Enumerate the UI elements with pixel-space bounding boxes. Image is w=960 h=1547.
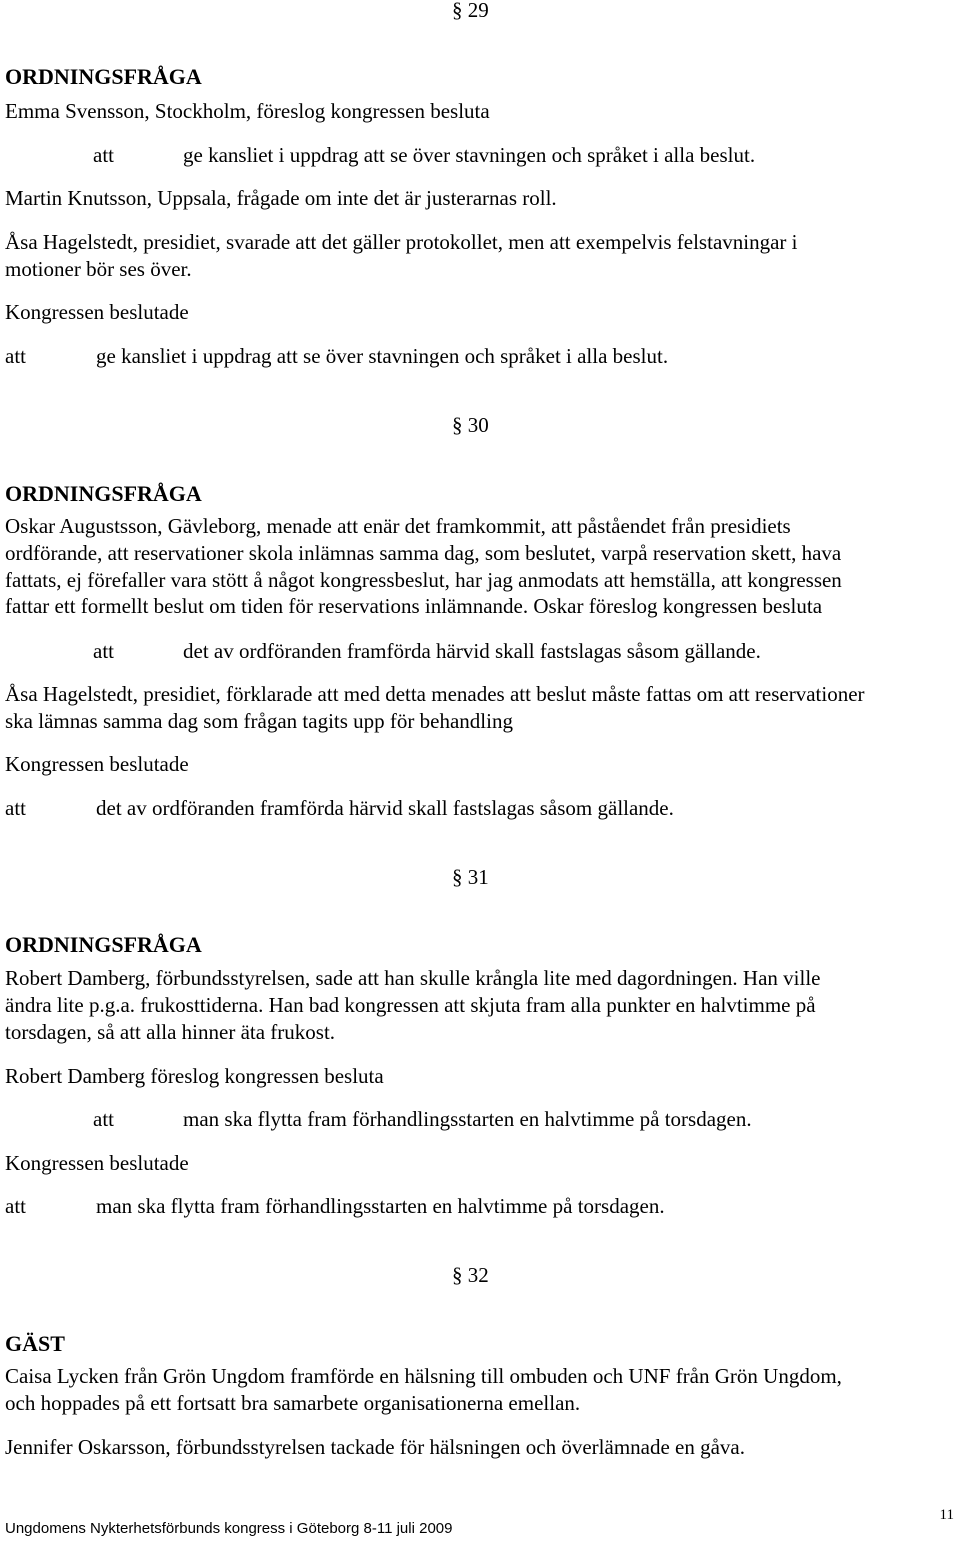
paragraph: och hoppades på ett fortsatt bra samarbete organisationerna emellan.	[5, 1391, 581, 1415]
paragraph: Oskar Augustsson, Gävleborg, menade att enär det framkommit, att påståendet från presidiets	[5, 514, 791, 538]
paragraph: fattats, ej förefaller vara stött å något kongressbeslut, har jag anmodats att hemställa, att kongressen	[5, 568, 842, 592]
decision-text: ge kansliet i uppdrag att se över stavningen och språket i alla beslut.	[96, 344, 669, 368]
paragraph: ska lämnas samma dag som frågan tagits upp för behandling	[5, 709, 513, 733]
decision-label: Kongressen beslutade	[5, 300, 189, 324]
decision-text: man ska flytta fram förhandlingsstarten en halvtimme på torsdagen.	[96, 1194, 665, 1218]
section-number: § 32	[452, 1263, 489, 1287]
page-number: 11	[939, 1507, 954, 1523]
att-label: att	[93, 639, 114, 663]
section-heading: GÄST	[5, 1331, 65, 1356]
paragraph: ordförande, att reservationer skola inlämnas samma dag, som beslutet, varpå reservation skett, hava	[5, 541, 842, 565]
att-label: att	[5, 1194, 26, 1218]
page-footer: Ungdomens Nykterhetsförbunds kongress i Göteborg 8-11 juli 2009	[5, 1520, 453, 1537]
paragraph: Jennifer Oskarsson, förbundsstyrelsen tackade för hälsningen och överlämnade en gåva.	[5, 1435, 746, 1459]
paragraph: Robert Damberg, förbundsstyrelsen, sade att han skulle krångla lite med dagordningen. Han ville	[5, 966, 821, 990]
paragraph: Åsa Hagelstedt, presidiet, förklarade att med detta menades att beslut måste fattas om att reservationer	[5, 682, 865, 706]
section-number: § 31	[452, 865, 489, 889]
att-label: att	[5, 796, 26, 820]
decision-label: Kongressen beslutade	[5, 752, 189, 776]
section-number: § 30	[452, 413, 489, 437]
proposal-text: ge kansliet i uppdrag att se över stavningen och språket i alla beslut.	[183, 143, 756, 167]
proposal-text: det av ordföranden framförda härvid skall fastslagas såsom gällande.	[183, 639, 761, 663]
decision-text: det av ordföranden framförda härvid skall fastslagas såsom gällande.	[96, 796, 674, 820]
section-heading: ORDNINGSFRÅGA	[5, 932, 202, 957]
att-label: att	[93, 143, 114, 167]
att-label: att	[93, 1107, 114, 1131]
paragraph: Robert Damberg föreslog kongressen besluta	[5, 1064, 384, 1088]
paragraph: Emma Svensson, Stockholm, föreslog kongressen besluta	[5, 99, 490, 123]
paragraph: Martin Knutsson, Uppsala, frågade om inte det är justerarnas roll.	[5, 186, 557, 210]
paragraph: Caisa Lycken från Grön Ungdom framförde en hälsning till ombuden och UNF från Grön Ungdom,	[5, 1364, 842, 1388]
section-number: § 29	[452, 0, 489, 22]
paragraph: fattar ett formellt beslut om tiden för reservations inlämnande. Oskar föreslog kongressen besluta	[5, 594, 823, 618]
att-label: att	[5, 344, 26, 368]
section-heading: ORDNINGSFRÅGA	[5, 481, 202, 506]
paragraph: torsdagen, så att alla hinner äta frukost.	[5, 1020, 336, 1044]
paragraph: motioner bör ses över.	[5, 257, 192, 281]
proposal-text: man ska flytta fram förhandlingsstarten en halvtimme på torsdagen.	[183, 1107, 752, 1131]
paragraph: Åsa Hagelstedt, presidiet, svarade att det gäller protokollet, men att exempelvis felstavningar i	[5, 230, 798, 254]
section-heading: ORDNINGSFRÅGA	[5, 64, 202, 89]
paragraph: ändra lite p.g.a. frukosttiderna. Han bad kongressen att skjuta fram alla punkter en halvtimme på	[5, 993, 816, 1017]
decision-label: Kongressen beslutade	[5, 1151, 189, 1175]
